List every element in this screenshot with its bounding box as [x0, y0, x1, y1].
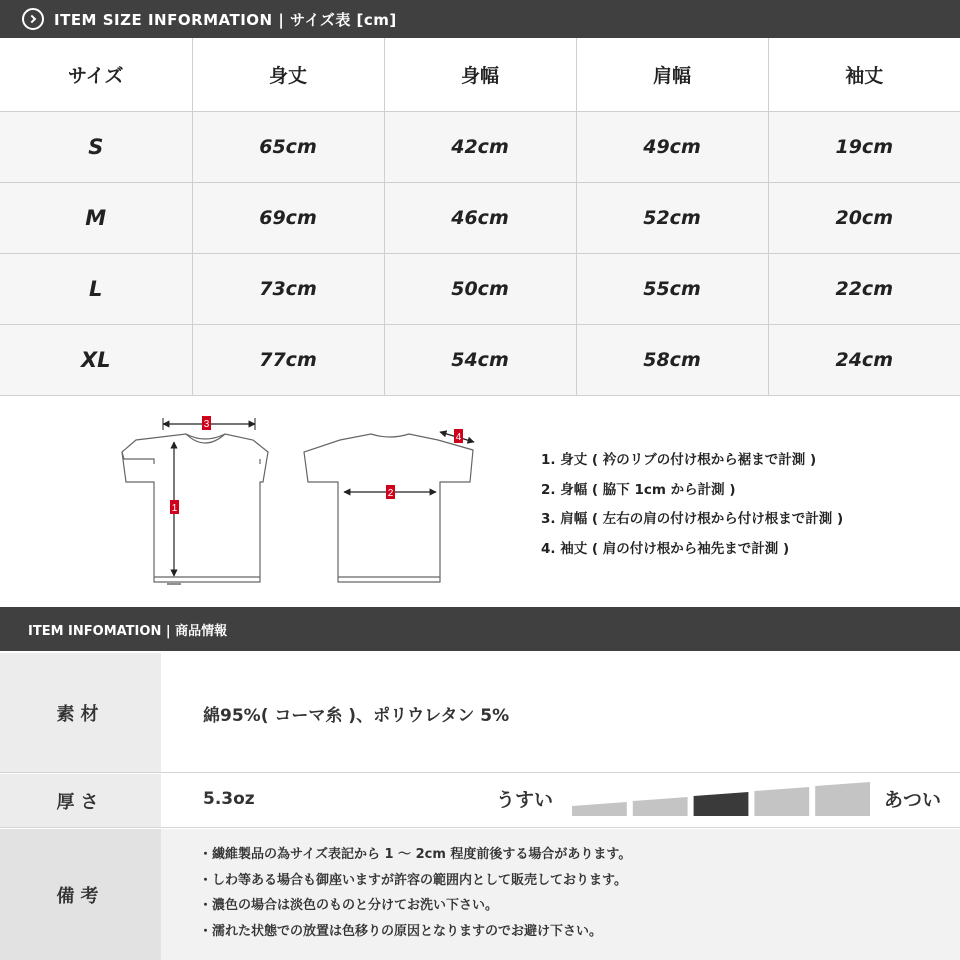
measure-notes: [541, 450, 843, 568]
table-cell: 19cm: [768, 111, 960, 182]
svg-text:3: 3: [203, 419, 210, 430]
column-header: 身幅: [384, 38, 576, 111]
chevron-right-circle-icon: [22, 8, 44, 30]
thickness-level-3: [694, 792, 749, 816]
measure-note: 1. 身丈 ( 衿のリブの付け根から裾まで計測 ): [541, 452, 817, 468]
svg-text:4: 4: [455, 432, 462, 443]
remarks-list: [199, 845, 631, 947]
tshirt-measure-diagram: [118, 412, 488, 597]
thickness-level-2: [633, 797, 688, 816]
table-cell: 49cm: [576, 111, 768, 182]
table-cell: 58cm: [576, 324, 768, 395]
marker-4: [454, 429, 463, 443]
table-cell: 42cm: [384, 111, 576, 182]
table-row: [0, 324, 960, 395]
thickness-level-4: [754, 787, 809, 816]
table-cell: 65cm: [192, 111, 384, 182]
size-label: M: [0, 182, 192, 253]
table-row: [0, 111, 960, 182]
tshirt-front-icon: [122, 434, 268, 582]
size-table: [0, 38, 960, 396]
remark-line: ・繊維製品の為サイズ表記から 1 ～ 2cm 程度前後する場合があります。: [199, 847, 632, 862]
thin-label: うすい: [496, 789, 554, 811]
table-cell: 52cm: [576, 182, 768, 253]
remark-line: ・濡れた状態での放置は色移りの原因となりますのでお避け下さい。: [199, 923, 603, 939]
table-cell: 73cm: [192, 253, 384, 324]
remarks-label: 備考: [0, 829, 161, 960]
thickness-level-5: [815, 782, 870, 816]
tshirt-back-icon: [304, 434, 473, 582]
thickness-label: 厚さ: [0, 774, 161, 827]
thickness-content: [161, 774, 960, 827]
column-header: 肩幅: [576, 38, 768, 111]
table-row: [0, 182, 960, 253]
column-header: 身丈: [192, 38, 384, 111]
thickness-row: [0, 774, 960, 828]
table-cell: 69cm: [192, 182, 384, 253]
size-label: L: [0, 253, 192, 324]
measure-note: 2. 身幅 ( 脇下 1cm から計測 ): [541, 481, 736, 498]
material-label: 素材: [0, 653, 161, 772]
svg-text:1: 1: [171, 503, 178, 514]
table-cell: 50cm: [384, 253, 576, 324]
remark-line: ・しわ等ある場合も御座いますが許容の範囲内として販売しております。: [199, 872, 627, 888]
size-info-header: [0, 0, 960, 38]
thickness-scale: [572, 782, 870, 816]
table-cell: 77cm: [192, 324, 384, 395]
material-row: [0, 653, 960, 773]
material-value: 綿95%( コーマ糸 )、ポリウレタン 5%: [203, 706, 510, 726]
size-table-header-row: [0, 38, 960, 111]
thickness-level-1: [572, 802, 627, 816]
table-cell: 55cm: [576, 253, 768, 324]
marker-3: [202, 416, 211, 430]
measure-note: 4. 袖丈 ( 肩の付け根から袖先まで計測 ): [541, 540, 790, 557]
size-label: XL: [0, 324, 192, 395]
table-cell: 46cm: [384, 182, 576, 253]
column-header: サイズ: [0, 38, 192, 111]
measure-note: 3. 肩幅 ( 左右の肩の付け根から付け根まで計測 ): [541, 511, 844, 527]
size-info-title: ITEM SIZE INFORMATION | サイズ表 [cm]: [54, 10, 397, 29]
table-cell: 20cm: [768, 182, 960, 253]
marker-1: [170, 500, 179, 514]
table-row: [0, 253, 960, 324]
svg-text:2: 2: [387, 488, 394, 499]
thick-label: あつい: [884, 789, 942, 811]
item-info-header: [0, 607, 960, 651]
remarks-row: [0, 829, 960, 960]
item-info-title: ITEM INFOMATION | 商品情報: [28, 623, 228, 639]
size-label: S: [0, 111, 192, 182]
table-cell: 54cm: [384, 324, 576, 395]
material-content: [161, 653, 960, 772]
remarks-content: [161, 829, 960, 960]
thickness-value: 5.3oz: [203, 789, 255, 809]
table-cell: 22cm: [768, 253, 960, 324]
column-header: 袖丈: [768, 38, 960, 111]
remark-line: ・濃色の場合は淡色のものと分けてお洗い下さい。: [199, 898, 499, 913]
marker-2: [386, 485, 395, 499]
table-cell: 24cm: [768, 324, 960, 395]
